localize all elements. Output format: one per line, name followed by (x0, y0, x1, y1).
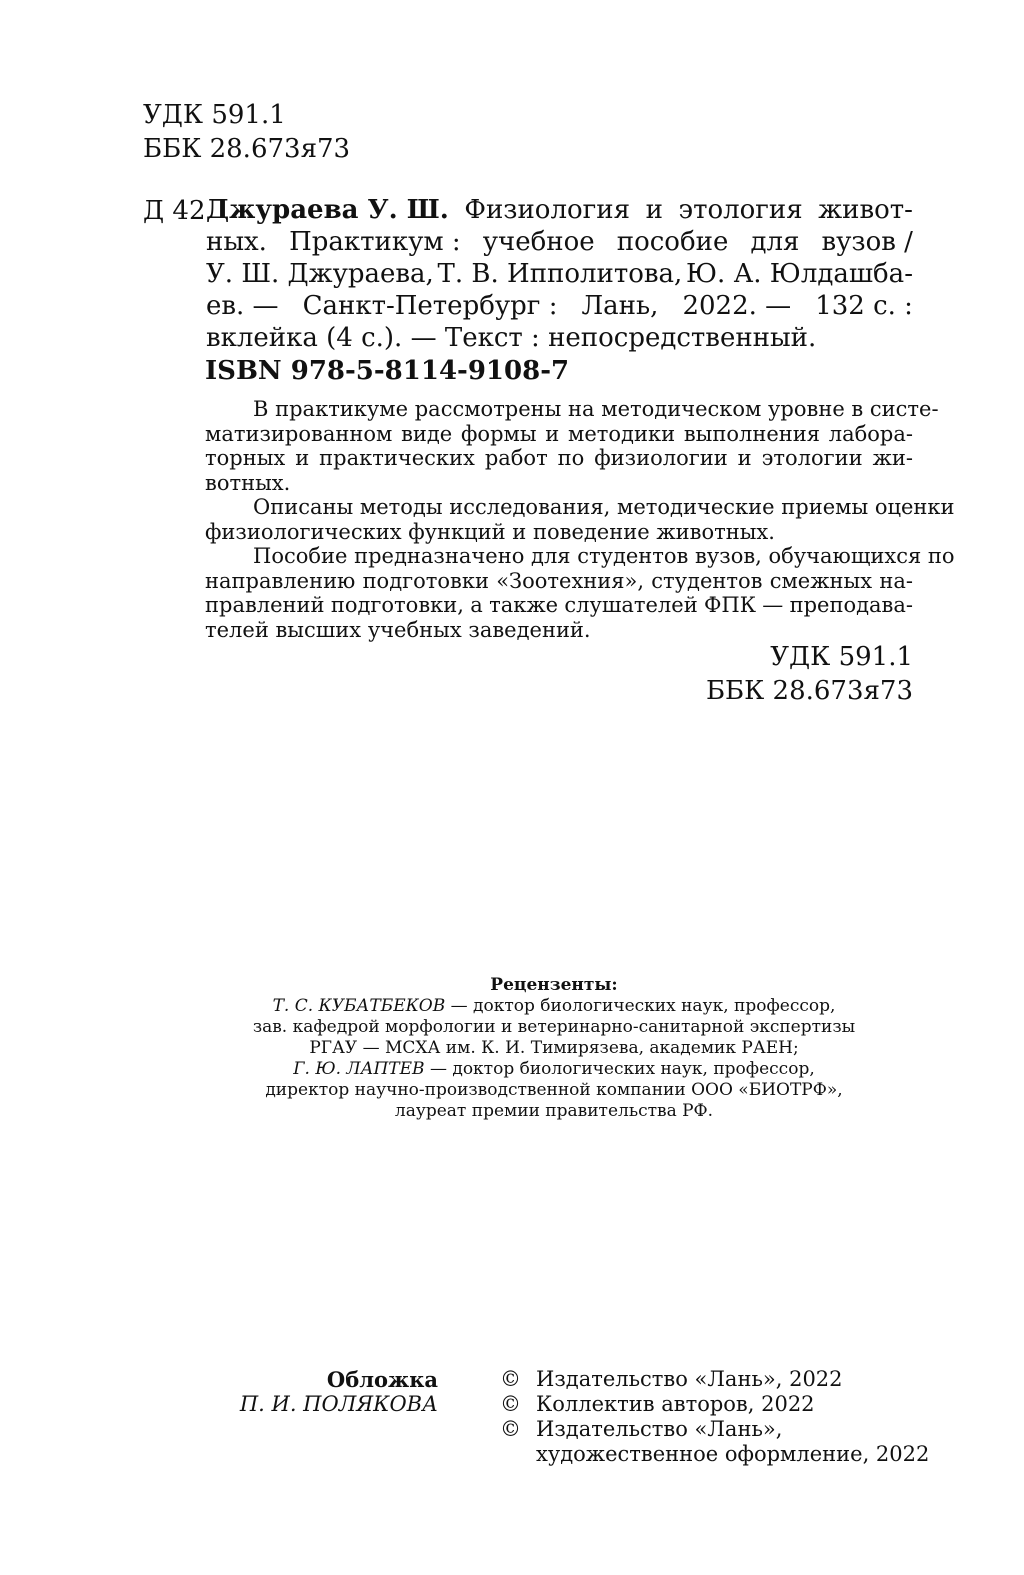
abstract-word: преподава- (789, 593, 913, 617)
copyright-line (500, 1367, 929, 1392)
author-mark: Д 42 (143, 196, 206, 226)
abstract-word: матизированном (205, 421, 393, 446)
bibliographic-description (206, 194, 913, 354)
copyright-icon: © (500, 1392, 521, 1416)
abstract-word: слушателей (564, 593, 698, 617)
abstract (205, 397, 955, 642)
description-word: этология (678, 195, 803, 225)
description-word: вклейка (4 с.). — Текст : непосредственный. (206, 323, 817, 353)
description-word: 2022. — (682, 291, 792, 321)
abstract-word: «Зоотехния», (496, 568, 645, 593)
abstract-word: торных (205, 446, 286, 470)
description-word: и (645, 195, 663, 225)
description-word: Ю. А. Юлдашба- (686, 259, 913, 289)
abstract-word: и (295, 446, 310, 470)
copyright-icon: © (500, 1417, 521, 1441)
abstract-line (205, 495, 955, 520)
abstract-line (205, 618, 913, 643)
abstract-word: формы (460, 421, 537, 446)
description-word: для (750, 227, 800, 257)
abstract-word: работ (484, 446, 548, 470)
reviewers-block (200, 975, 908, 1122)
description-word: живот- (818, 195, 913, 225)
reviewer-line: директор научно-производственной компании ООО «БИОТРФ», (265, 1080, 843, 1100)
abstract-word: виде (401, 421, 453, 446)
copyright-text: Издательство «Лань», 2022 (536, 1367, 843, 1391)
abstract-word: лабора- (828, 421, 913, 446)
abstract-word: студентов (651, 568, 763, 593)
abstract-word: смежных (769, 568, 873, 593)
abstract-word: жи- (872, 446, 913, 470)
abstract-word: подготовки (362, 568, 489, 593)
abstract-word: ФПК (704, 593, 756, 617)
abstract-text: В практикуме рассмотрены на методическом уровне в систе- (253, 397, 939, 421)
description-word: ных. (206, 227, 267, 257)
description-word: Санкт-Петербург : (302, 291, 558, 321)
abstract-word: также (489, 593, 559, 617)
description-word: вузов / (821, 227, 913, 257)
reviewer-line: лауреат премии правительства РФ. (394, 1101, 714, 1121)
copyright-text: художественное оформление, 2022 (536, 1442, 930, 1466)
reviewer-line (200, 1059, 908, 1080)
copyright-line (500, 1442, 929, 1467)
classification-top (143, 98, 350, 166)
reviewer-title: — доктор биологических наук, профессор, (424, 1059, 815, 1079)
author-heading: Джураева У. Ш. (206, 195, 449, 225)
abstract-line (205, 422, 913, 447)
abstract-text: Описаны методы исследования, методические приемы оценки (253, 495, 955, 519)
abstract-line (205, 446, 913, 471)
abstract-word: и (737, 446, 752, 470)
abstract-word: — (762, 593, 784, 617)
description-word: Практикум : (289, 227, 461, 257)
reviewers-heading: Рецензенты: (490, 975, 618, 995)
abstract-text: физиологических функций и поведение животных. (205, 519, 775, 544)
abstract-text: телей высших учебных заведений. (205, 617, 591, 642)
reviewer-title: — доктор биологических наук, профессор, (445, 996, 836, 1016)
description-word: У. Ш. Джураева, (206, 259, 434, 289)
copyright-block (500, 1367, 929, 1467)
description-word: Лань, (581, 291, 659, 321)
description-line (206, 226, 913, 258)
isbn: ISBN 978-5-8114-9108-7 (205, 356, 570, 386)
abstract-word: выполнения (683, 421, 821, 446)
abstract-word: по (557, 446, 585, 470)
abstract-line (205, 471, 913, 496)
cover-designer: П. И. ПОЛЯКОВА (239, 1392, 438, 1416)
description-word: 132 с. : (815, 291, 913, 321)
copyright-text: Издательство «Лань», (536, 1417, 783, 1441)
abstract-word: этологии (761, 446, 863, 470)
abstract-word: и (545, 421, 560, 446)
description-line (206, 258, 913, 290)
description-line (206, 322, 913, 354)
abstract-word: на- (879, 568, 913, 593)
description-word: Физиология (464, 195, 630, 225)
reviewer-line (200, 996, 908, 1017)
reviewer-name: Г. Ю. ЛАПТЕВ (293, 1059, 425, 1079)
reviewer-name: Т. С. КУБАТБЕКОВ (272, 996, 446, 1016)
abstract-word: физиологии (594, 446, 728, 470)
description-line (206, 290, 913, 322)
abstract-text: Пособие предназначено для студентов вузов, обучающихся по (253, 544, 955, 568)
reviewer-line: РГАУ — МСХА им. К. И. Тимирязева, академик РАЕН; (309, 1038, 799, 1058)
bbk-code: ББК 28.673я73 (705, 676, 913, 706)
abstract-line (205, 569, 913, 594)
cover-heading: Обложка (326, 1367, 438, 1392)
classification-bottom (706, 640, 913, 708)
description-line (206, 194, 913, 226)
cover-credit (200, 1367, 438, 1417)
abstract-word: правлений (205, 593, 325, 617)
abstract-word: направлению (205, 568, 356, 593)
udk-code: УДК 591.1 (770, 642, 913, 672)
abstract-word: методики (568, 421, 676, 446)
abstract-word: а (470, 593, 483, 617)
description-word: ев. — (206, 291, 279, 321)
bbk-code: ББК 28.673я73 (143, 134, 351, 164)
copyright-icon: © (500, 1367, 521, 1391)
abstract-line (205, 544, 955, 569)
description-word: учебное (482, 227, 595, 257)
abstract-line (205, 520, 913, 545)
abstract-line (205, 593, 913, 618)
description-word: пособие (616, 227, 729, 257)
copyright-text: Коллектив авторов, 2022 (536, 1392, 815, 1416)
abstract-line (205, 397, 939, 422)
reviewer-line: зав. кафедрой морфологии и ветеринарно-санитарной экспертизы (252, 1017, 856, 1037)
description-word: Т. В. Ипполитова, (437, 259, 683, 289)
udk-code: УДК 591.1 (143, 100, 286, 130)
abstract-text: вотных. (205, 470, 291, 495)
abstract-word: практических (319, 446, 475, 470)
copyright-line (500, 1392, 929, 1417)
copyright-line (500, 1417, 929, 1442)
abstract-word: подготовки, (330, 593, 464, 617)
